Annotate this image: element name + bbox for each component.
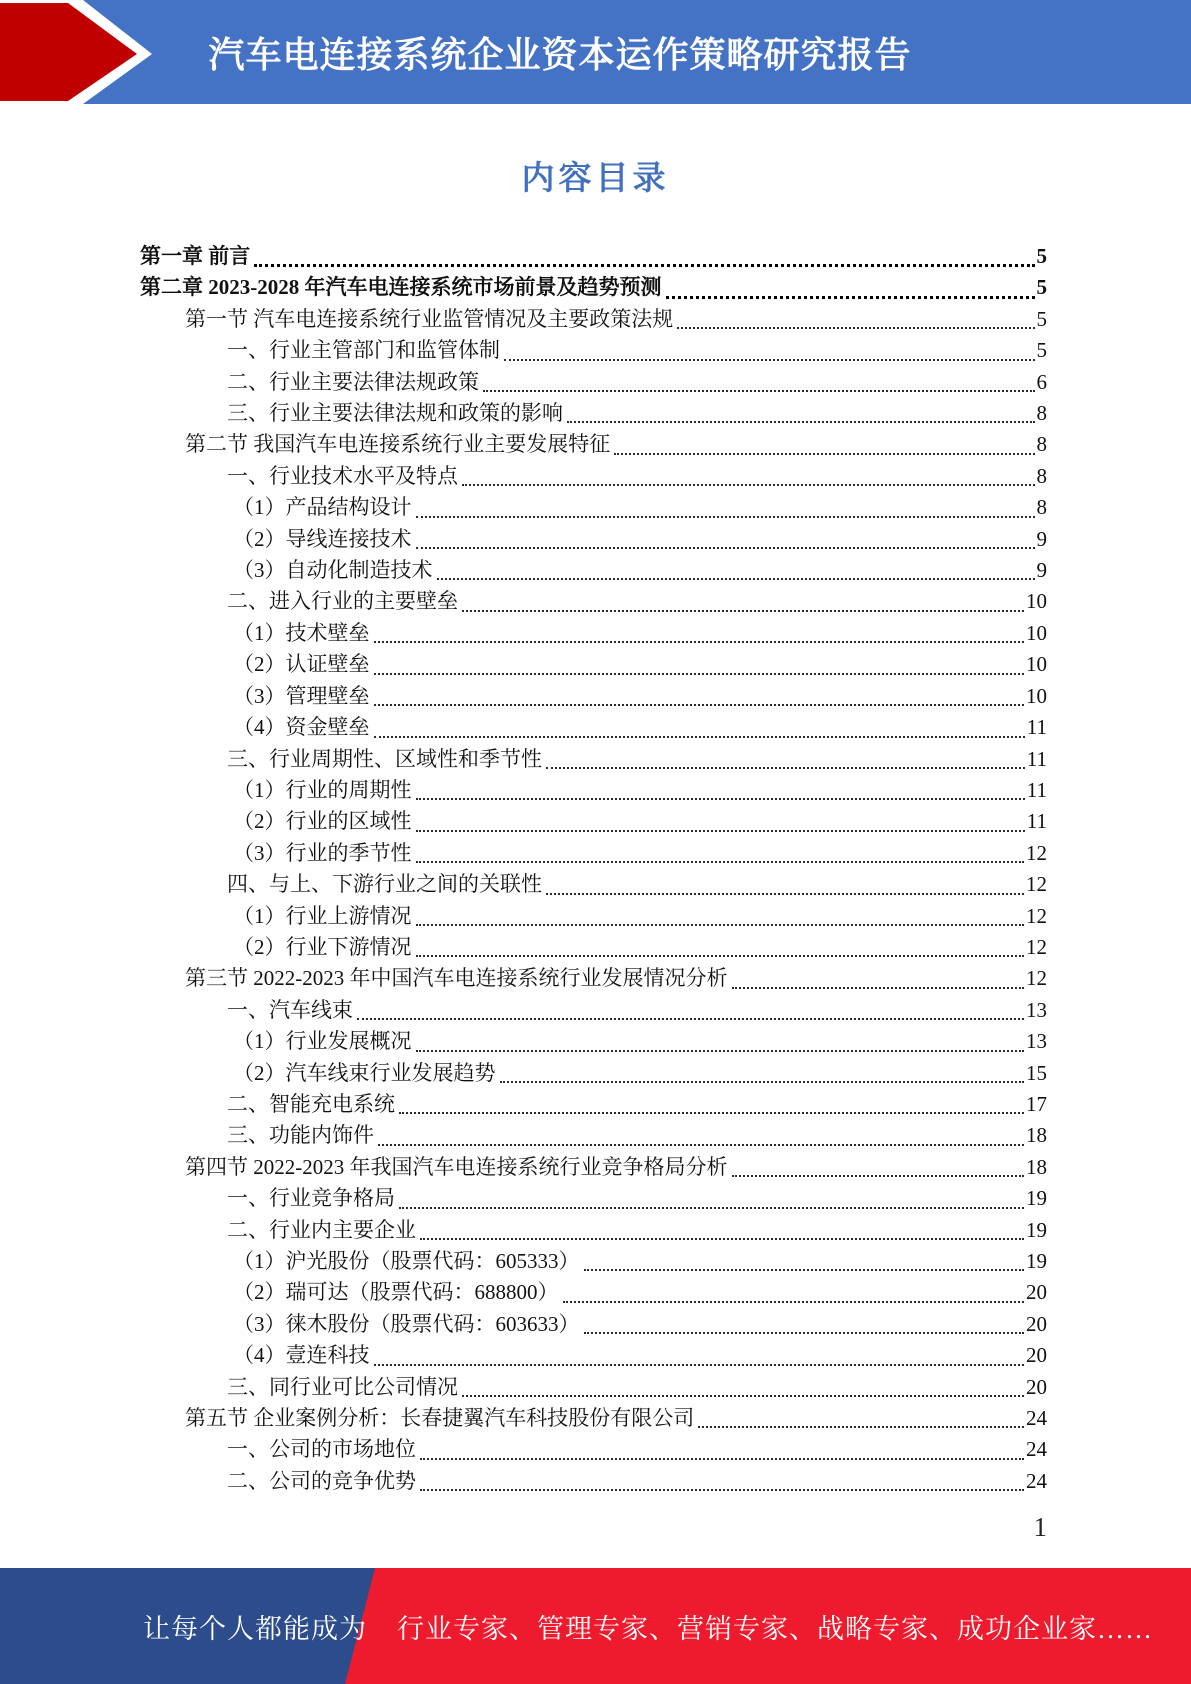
toc-dotted-leader <box>462 1372 1024 1397</box>
toc-entry-label: 一、行业主管部门和监管体制 <box>227 338 500 363</box>
toc-entry <box>140 1120 1047 1151</box>
toc-entry-label: 二、公司的竞争优势 <box>227 1468 416 1493</box>
page-number: 1 <box>1033 1512 1047 1542</box>
toc-entry-page: 18 <box>1026 1123 1047 1148</box>
toc-entry-label: （1）产品结构设计 <box>233 495 412 520</box>
toc-entry <box>140 304 1047 335</box>
toc-entry-label: 第二章 2023-2028 年汽车电连接系统市场前景及趋势预测 <box>140 275 662 300</box>
toc-dotted-leader <box>732 1152 1025 1177</box>
toc-entry-page: 24 <box>1026 1437 1047 1462</box>
toc-dotted-leader <box>416 524 1035 549</box>
toc-dotted-leader <box>374 618 1025 643</box>
toc-dotted-leader <box>614 429 1034 454</box>
toc-entry <box>140 272 1047 303</box>
toc-dotted-leader <box>462 461 1035 486</box>
toc-entry-label: （3）徕木股份（股票代码：603633） <box>233 1311 580 1336</box>
toc-entry-label: 第四节 2022-2023 年我国汽车电连接系统行业竞争格局分析 <box>185 1154 728 1179</box>
toc-entry-page: 12 <box>1026 934 1047 959</box>
toc-entry <box>140 1403 1047 1434</box>
toc-dotted-leader <box>357 995 1024 1020</box>
toc-dotted-leader <box>666 272 1035 298</box>
toc-entry <box>140 1372 1047 1403</box>
toc-entry <box>140 995 1047 1026</box>
toc-entry-page: 12 <box>1026 840 1047 865</box>
toc-entry-page: 20 <box>1026 1280 1047 1305</box>
toc-entry <box>140 1215 1047 1246</box>
toc-entry <box>140 963 1047 994</box>
footer-slogan-right: 行业专家、管理专家、营销专家、战略专家、成功企业家…… <box>397 1613 1153 1644</box>
toc-entry-page: 9 <box>1036 558 1047 583</box>
toc-entry-label: 第一章 前言 <box>140 244 251 268</box>
toc-entry-page: 10 <box>1026 683 1047 708</box>
toc-dotted-leader <box>437 555 1035 580</box>
toc-entry <box>140 429 1047 460</box>
toc-dotted-leader <box>399 1089 1024 1114</box>
toc-dotted-leader <box>416 1026 1025 1051</box>
toc-dotted-leader <box>416 492 1035 517</box>
toc-entry-label: （2）瑞可达（股票代码：688800） <box>233 1280 559 1305</box>
toc-dotted-leader <box>584 1246 1025 1271</box>
toc-dotted-leader <box>374 649 1025 674</box>
toc-dotted-leader <box>399 1183 1024 1208</box>
toc-dotted-leader <box>563 1277 1025 1302</box>
toc-dotted-leader <box>416 775 1025 800</box>
toc-entry-label: 一、行业竞争格局 <box>227 1186 395 1211</box>
toc-entry <box>140 618 1047 649</box>
chevron-arrow-icon <box>0 0 140 104</box>
toc-entry-page: 17 <box>1026 1091 1047 1116</box>
toc-entry <box>140 901 1047 932</box>
toc-entry <box>140 1026 1047 1057</box>
toc-entry <box>140 932 1047 963</box>
toc-entry-page: 18 <box>1026 1154 1047 1179</box>
toc-entry-label: 第三节 2022-2023 年中国汽车电连接系统行业发展情况分析 <box>185 966 728 991</box>
toc-entry <box>140 1152 1047 1183</box>
toc-dotted-leader <box>420 1215 1024 1240</box>
toc-heading: 内容目录 <box>521 161 670 197</box>
toc-entry-label: （2）行业的区域性 <box>233 809 412 834</box>
toc-entry-page: 11 <box>1026 746 1047 771</box>
toc-entry-label: 二、智能充电系统 <box>227 1091 395 1116</box>
toc-entry <box>140 586 1047 617</box>
toc-dotted-leader <box>378 1120 1024 1145</box>
toc-dotted-leader <box>584 1309 1025 1334</box>
toc-entry-page: 24 <box>1026 1406 1047 1431</box>
toc-dotted-leader <box>462 586 1024 611</box>
toc-entry <box>140 1089 1047 1120</box>
toc-dotted-leader <box>500 1058 1025 1083</box>
toc-entry-page: 11 <box>1026 809 1047 834</box>
toc-dotted-leader <box>504 335 1035 360</box>
toc-entry-label: 二、行业主要法律法规政策 <box>227 369 479 394</box>
toc-entry-page: 13 <box>1026 1029 1047 1054</box>
report-header-banner <box>0 0 1191 104</box>
toc-entry-label: （4）壹连科技 <box>233 1343 370 1368</box>
toc-entry-label: 第二节 我国汽车电连接系统行业主要发展特征 <box>185 432 611 457</box>
toc-entry <box>140 398 1047 429</box>
toc-dotted-leader <box>374 1340 1025 1365</box>
footer-banner <box>0 1568 1191 1684</box>
toc-entry-label: （2）行业下游情况 <box>233 934 412 959</box>
toc-entry-page: 13 <box>1026 997 1047 1022</box>
toc-dotted-leader <box>416 838 1025 863</box>
toc-entry <box>140 1340 1047 1371</box>
toc-entry <box>140 1183 1047 1214</box>
toc-dotted-leader <box>546 744 1025 769</box>
toc-entry-page: 10 <box>1026 620 1047 645</box>
toc-entry-label: （1）沪光股份（股票代码：605333） <box>233 1249 580 1273</box>
toc-entry <box>140 806 1047 837</box>
toc-entry-label: （1）技术壁垒 <box>233 620 370 645</box>
toc-dotted-leader <box>677 304 1034 329</box>
toc-entry-label: 二、行业内主要企业 <box>227 1217 416 1242</box>
toc-entry-page: 8 <box>1036 401 1047 426</box>
toc-entry-label: 第一节 汽车电连接系统行业监管情况及主要政策法规 <box>185 306 674 331</box>
toc-entry-label: 三、同行业可比公司情况 <box>227 1374 458 1399</box>
toc-dotted-leader <box>732 963 1025 988</box>
toc-entry-page: 8 <box>1036 495 1047 520</box>
toc-entry-page: 15 <box>1026 1060 1047 1085</box>
toc-entry <box>140 1246 1047 1277</box>
toc-entry-label: （1）行业上游情况 <box>233 903 412 928</box>
toc-entry-page: 12 <box>1026 966 1047 991</box>
toc-entry <box>140 461 1047 492</box>
toc-entry-page: 5 <box>1036 338 1047 363</box>
toc-entry <box>140 1277 1047 1308</box>
toc-dotted-leader <box>698 1403 1024 1428</box>
toc-entry-page: 5 <box>1036 244 1047 268</box>
toc-entry <box>140 1058 1047 1089</box>
toc-entry-label: 一、汽车线束 <box>227 997 353 1022</box>
toc-entry-page: 19 <box>1026 1249 1047 1273</box>
toc-entry-label: 三、行业周期性、区域性和季节性 <box>227 746 542 771</box>
toc-entry-label: （2）认证壁垒 <box>233 652 370 677</box>
toc-entry-page: 11 <box>1026 715 1047 740</box>
toc-entry-page: 20 <box>1026 1374 1047 1399</box>
toc-entry-page: 20 <box>1026 1311 1047 1336</box>
toc-entry <box>140 241 1047 272</box>
toc-dotted-leader <box>416 901 1025 926</box>
report-title: 汽车电连接系统企业资本运作策略研究报告 <box>208 33 912 75</box>
toc-entry-page: 19 <box>1026 1217 1047 1242</box>
toc-entry-page: 9 <box>1036 526 1047 551</box>
toc-entry-label: 一、行业技术水平及特点 <box>227 463 458 488</box>
toc-entry <box>140 744 1047 775</box>
toc-entry <box>140 712 1047 743</box>
toc-entry-label: （1）行业的周期性 <box>233 777 412 802</box>
toc-entry-page: 10 <box>1026 652 1047 677</box>
toc-entry <box>140 775 1047 806</box>
toc-entry <box>140 335 1047 366</box>
toc-entry-page: 12 <box>1026 872 1047 897</box>
toc-entry-page: 8 <box>1036 463 1047 488</box>
toc-entry <box>140 492 1047 523</box>
toc-entry-page: 8 <box>1036 432 1047 457</box>
toc-dotted-leader <box>416 932 1025 957</box>
toc-entry <box>140 1466 1047 1497</box>
toc-entry <box>140 1434 1047 1465</box>
toc-entry-label: （4）资金壁垒 <box>233 715 370 740</box>
toc-entry-label: 三、功能内饰件 <box>227 1123 374 1148</box>
toc-entry-page: 5 <box>1036 306 1047 331</box>
toc-dotted-leader <box>420 1466 1024 1491</box>
footer-slogan-left: 让每个人都能成为 <box>143 1613 367 1644</box>
toc-entry-label: （3）自动化制造技术 <box>233 558 433 583</box>
toc-dotted-leader <box>374 712 1025 737</box>
toc-entry <box>140 1309 1047 1340</box>
toc-entry-page: 24 <box>1026 1468 1047 1493</box>
toc-dotted-leader <box>567 398 1035 423</box>
toc-entry-label: 四、与上、下游行业之间的关联性 <box>227 872 542 897</box>
toc-entry <box>140 524 1047 555</box>
toc-dotted-leader <box>483 367 1035 392</box>
toc-entry-page: 10 <box>1026 589 1047 614</box>
toc-entry-label: （3）管理壁垒 <box>233 683 370 708</box>
toc-dotted-leader <box>254 241 1034 267</box>
toc-entry-label: 第五节 企业案例分析：长春捷翼汽车科技股份有限公司 <box>185 1406 695 1431</box>
toc-entry-page: 20 <box>1026 1343 1047 1368</box>
toc-entry-page: 5 <box>1036 275 1047 300</box>
toc-entry-page: 11 <box>1026 777 1047 802</box>
toc-entry <box>140 367 1047 398</box>
toc-entry <box>140 869 1047 900</box>
toc-entry-page: 12 <box>1026 903 1047 928</box>
toc-entry-label: （2）导线连接技术 <box>233 526 412 551</box>
toc-entry-label: 三、行业主要法律法规和政策的影响 <box>227 401 563 426</box>
toc-dotted-leader <box>420 1434 1024 1459</box>
toc-list <box>140 241 1047 1497</box>
toc-dotted-leader <box>416 806 1025 831</box>
toc-entry-label: （2）汽车线束行业发展趋势 <box>233 1060 496 1085</box>
toc-entry-label: 一、公司的市场地位 <box>227 1437 416 1462</box>
toc-entry-page: 6 <box>1036 369 1047 394</box>
toc-entry <box>140 838 1047 869</box>
toc-entry-label: （3）行业的季节性 <box>233 840 412 865</box>
toc-entry <box>140 681 1047 712</box>
toc-dotted-leader <box>546 869 1024 894</box>
toc-entry-label: （1）行业发展概况 <box>233 1029 412 1054</box>
toc-entry <box>140 649 1047 680</box>
toc-entry <box>140 555 1047 586</box>
toc-entry-page: 19 <box>1026 1186 1047 1211</box>
toc-dotted-leader <box>374 681 1025 706</box>
toc-entry-label: 二、进入行业的主要壁垒 <box>227 589 458 614</box>
